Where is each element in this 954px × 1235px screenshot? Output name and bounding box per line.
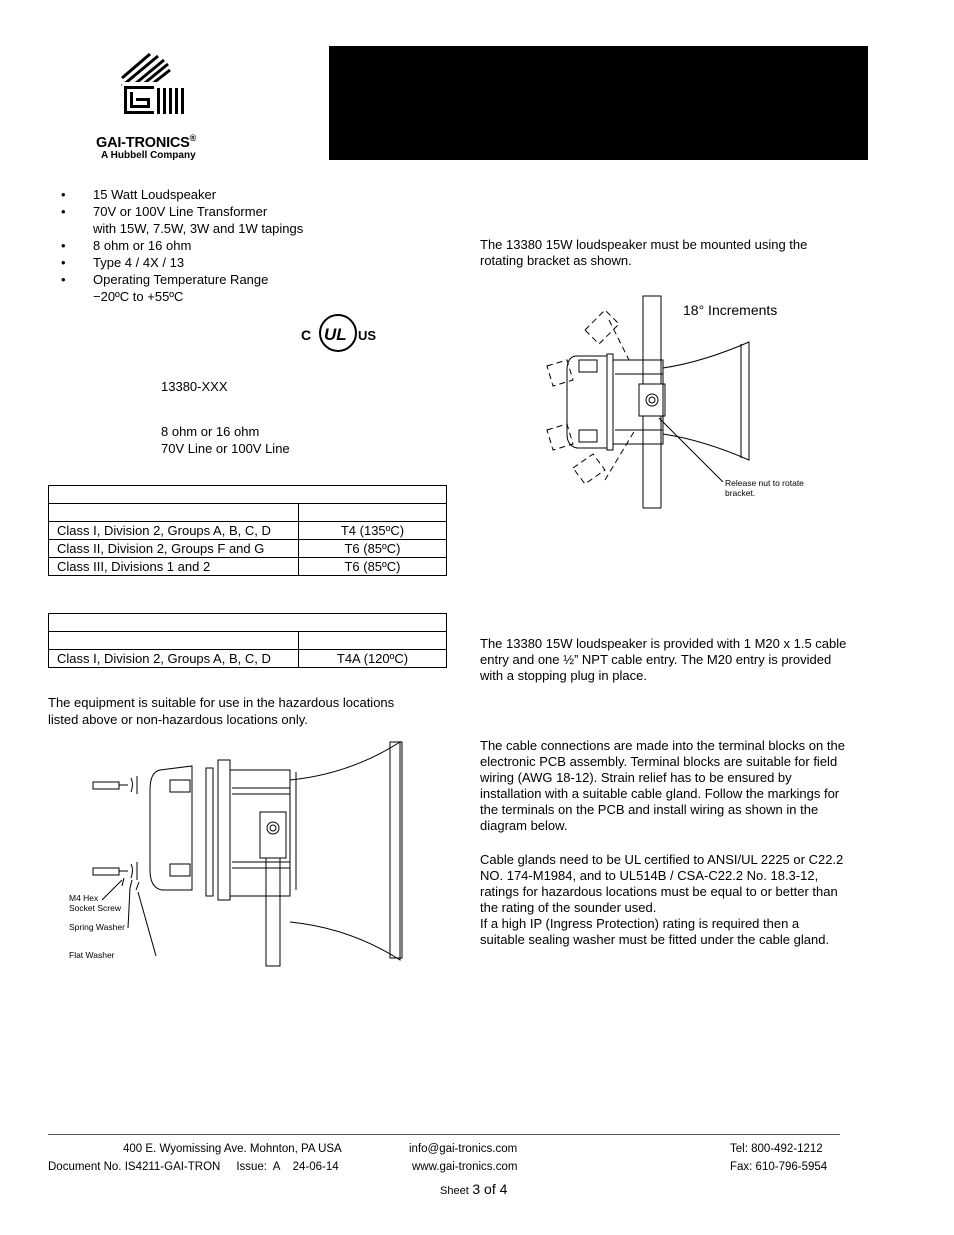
list-item: • 8 ohm or 16 ohm	[61, 238, 192, 253]
suitability-text: The equipment is suitable for use in the hazardous locations listed above or non-hazardous locations only.	[48, 695, 395, 727]
footer-address: 400 E. Wyomissing Ave. Mohnton, PA USA	[123, 1143, 342, 1155]
table-row: Class III, Divisions 1 and 2 T6 (85ºC)	[49, 558, 447, 576]
footer-email: info@gai-tronics.com	[409, 1143, 518, 1155]
connections-text: The cable connections are made into the terminal blocks on the electronic PCB assembly. Terminal blocks are suitable for field wiring (AWG 18-12). Strain relief has to be ensured by installation with a suitable cable gland. Follow the markings for the terminals on the PCB and install wiring as shown in the diagram below.	[480, 738, 845, 833]
label-spring-washer: Spring Washer	[69, 922, 125, 932]
table-header	[299, 504, 447, 522]
model-number: 13380-XXX	[161, 379, 228, 394]
svg-text:US: US	[358, 328, 377, 343]
svg-text:UL: UL	[324, 325, 347, 344]
hazardous-location-table-1	[48, 485, 447, 576]
mounting-text: The 13380 15W loudspeaker must be mounted using the rotating bracket as shown.	[480, 237, 808, 268]
footer-fax: Fax: 610-796-5954	[730, 1161, 828, 1173]
footer-rule	[48, 1134, 840, 1135]
logo-tagline: A Hubbell Company	[101, 150, 196, 161]
list-item: • 70V or 100V Line Transformer with 15W, 7.5W, 3W and 1W tapings	[61, 204, 304, 236]
table-row: Class I, Division 2, Groups A, B, C, D T4 (135ºC)	[49, 522, 447, 540]
title-banner	[329, 46, 868, 160]
table-header	[49, 486, 447, 504]
table-header	[299, 632, 447, 650]
logo-brand: GAI-TRONICS®	[96, 133, 197, 151]
assembly-diagram	[60, 740, 420, 970]
ul-certification-icon	[296, 313, 380, 353]
exploded-assembly-drawing	[60, 740, 420, 970]
table-row: Class II, Division 2, Groups F and G T6 (85ºC)	[49, 540, 447, 558]
label-increments: 18° Increments	[683, 302, 778, 318]
list-item: • 15 Watt Loudspeaker	[61, 187, 217, 202]
svg-text:C: C	[301, 327, 312, 343]
feature-list	[61, 186, 393, 305]
table-header	[49, 504, 299, 522]
cable-entry-text: The 13380 15W loudspeaker is provided with 1 M20 x 1.5 cable entry and one ½” NPT cable entry. The M20 entry is provided with a stopping plug in place.	[480, 636, 847, 683]
label-flat-washer: Flat Washer	[69, 950, 115, 960]
gai-tronics-logo-icon	[120, 52, 190, 118]
sheet-number: Sheet 3 of 4	[440, 1181, 508, 1197]
hazardous-location-table-2	[48, 613, 447, 668]
impedance-info: 8 ohm or 16 ohm 70V Line or 100V Line	[161, 424, 290, 456]
table-row: Class I, Division 2, Groups A, B, C, D T4A (120ºC)	[49, 650, 447, 668]
table-header	[49, 614, 447, 632]
label-m4-hex: M4 Hex Socket Screw	[69, 893, 121, 913]
company-logo	[120, 52, 190, 118]
cable-glands-text: Cable glands need to be UL certified to ANSI/UL 2225 or C22.2 NO. 174-M1984, and to UL514B / CSA-C22.2 No. 18.3-12, ratings for hazardous locations must be equal to or better than the rating of the sounder used. If a high IP (Ingress Protection) rating is required then a suitable sealing washer must be fitted under the cable gland.	[480, 852, 844, 947]
list-item: • Operating Temperature Range −20ºC to +55ºC	[61, 272, 269, 304]
label-release-nut: Release nut to rotate bracket.	[725, 478, 804, 498]
footer-tel: Tel: 800-492-1212	[730, 1143, 823, 1155]
list-item: • Type 4 / 4X / 13	[61, 255, 185, 270]
footer-website: www.gai-tronics.com	[412, 1161, 518, 1173]
table-header	[49, 632, 299, 650]
footer-document-number: Document No. IS4211-GAI-TRON Issue: A 24-06-14	[48, 1161, 339, 1173]
cul-us-mark	[296, 313, 380, 353]
